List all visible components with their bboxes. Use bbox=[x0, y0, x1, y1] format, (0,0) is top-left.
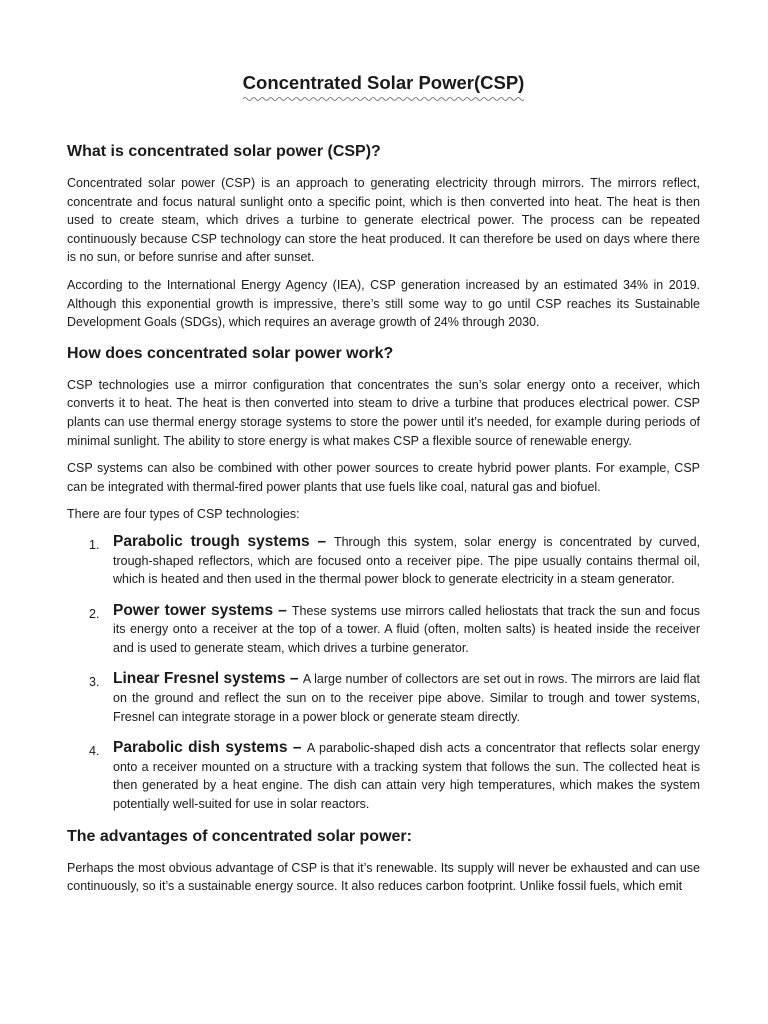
paragraph-what-2: According to the International Energy Agency (IEA), CSP generation increased by an estimated 34% in 2019. Although this exponential growth is impressive, there’s still some way to go until CSP reaches its Sustainable Development Goals (SDGs), which requires an average growth of 24% through 2030. bbox=[67, 277, 700, 330]
list-item-number: 1. bbox=[89, 537, 100, 552]
list-item-number: 4. bbox=[89, 744, 100, 759]
title-label: Concentrated Solar Power(CSP) bbox=[242, 72, 525, 93]
list-item-dash: – bbox=[285, 670, 303, 688]
document-title bbox=[67, 70, 700, 100]
section-heading-what: What is concentrated solar power (CSP)? bbox=[67, 143, 381, 160]
csp-types-list bbox=[67, 533, 700, 814]
list-item-text: These systems use mirrors called heliostats that track the sun and focus its energy onto a receiver at the top of a tower. A fluid (often, molten salts) is heated inside the receiver and is used to generate steam, which drives a turbine generator. bbox=[113, 603, 701, 655]
paragraph-how-1: CSP technologies use a mirror configuration that concentrates the sun’s solar energy onto a receiver, which converts it to heat. The heat is then converted into steam to drive a turbine that produces electrical power. CSP plants can use thermal energy storage systems to store the power until it’s needed, for example during periods of minimal sunlight. The ability to store energy is what makes CSP a flexible source of renewable energy. bbox=[67, 377, 700, 448]
list-item-text: A large number of collectors are set out in rows. The mirrors are laid flat on the ground and reflect the sun on to the receiver pipe above. Similar to trough and tower systems, Fresnel can integrate storage in a power block or generate steam directly. bbox=[113, 672, 700, 724]
list-item bbox=[67, 533, 700, 589]
paragraph-advantages-1: Perhaps the most obvious advantage of CSP is that it’s renewable. Its supply will never be exhausted and can use continuously, so it’s a sustainable energy source. It also reduces carbon footprint. Unlike fossil fuels, which emit bbox=[67, 860, 700, 894]
list-item bbox=[67, 602, 700, 658]
list-item-number: 3. bbox=[89, 675, 100, 690]
section-heading-advantages: The advantages of concentrated solar power: bbox=[67, 827, 412, 845]
paragraph-types-intro: There are four types of CSP technologies: bbox=[67, 507, 300, 522]
list-item-text: A parabolic-shaped dish acts a concentrator that reflects solar energy onto a receiver mounted on a structure with a tracking system that follows the sun. The collected heat is then generated by a heat engine. The dish can attain very high temperatures, which makes the system potentially well-suited for use in solar reactors. bbox=[113, 741, 701, 812]
list-item-dash: – bbox=[287, 739, 307, 757]
spellcheck-squiggle-icon bbox=[243, 96, 525, 101]
list-item-term: Power tower systems bbox=[113, 601, 274, 619]
list-item-number: 2. bbox=[89, 606, 100, 621]
paragraph-how-2: CSP systems can also be combined with other power sources to create hybrid power plants. For example, CSP can be integrated with thermal-fired power plants that use fuels like coal, natural gas and biofuel. bbox=[67, 461, 700, 494]
list-item bbox=[67, 739, 700, 813]
list-item-term: Parabolic trough systems bbox=[113, 532, 310, 550]
list-item-term: Parabolic dish systems bbox=[113, 739, 288, 757]
section-heading-how: How does concentrated solar power work? bbox=[67, 344, 394, 362]
document-title-text bbox=[243, 70, 525, 99]
list-item-term: Linear Fresnel systems bbox=[113, 670, 286, 688]
list-item-dash: – bbox=[273, 601, 292, 619]
list-item-dash: – bbox=[309, 532, 334, 550]
paragraph-what-1: Concentrated solar power (CSP) is an approach to generating electricity through mirrors. The mirrors reflect, concentrate and focus natural sunlight onto a specific point, which is then converted into heat. The heat is then used to create steam, which drives a turbine to generate electrical power. The process can be repeated continuously because CSP technology can store the heat produced. It can therefore be used on days where there is no sun, or before sunrise and after sunset. bbox=[67, 176, 700, 265]
document-content bbox=[67, 70, 700, 905]
list-item bbox=[67, 670, 700, 726]
list-item-text: Through this system, solar energy is concentrated by curved, trough-shaped reflectors, which are focused onto a receiver pipe. The pipe usually contains thermal oil, which is heated and then used in the thermal power block to generate electricity in a steam generator. bbox=[113, 534, 700, 587]
